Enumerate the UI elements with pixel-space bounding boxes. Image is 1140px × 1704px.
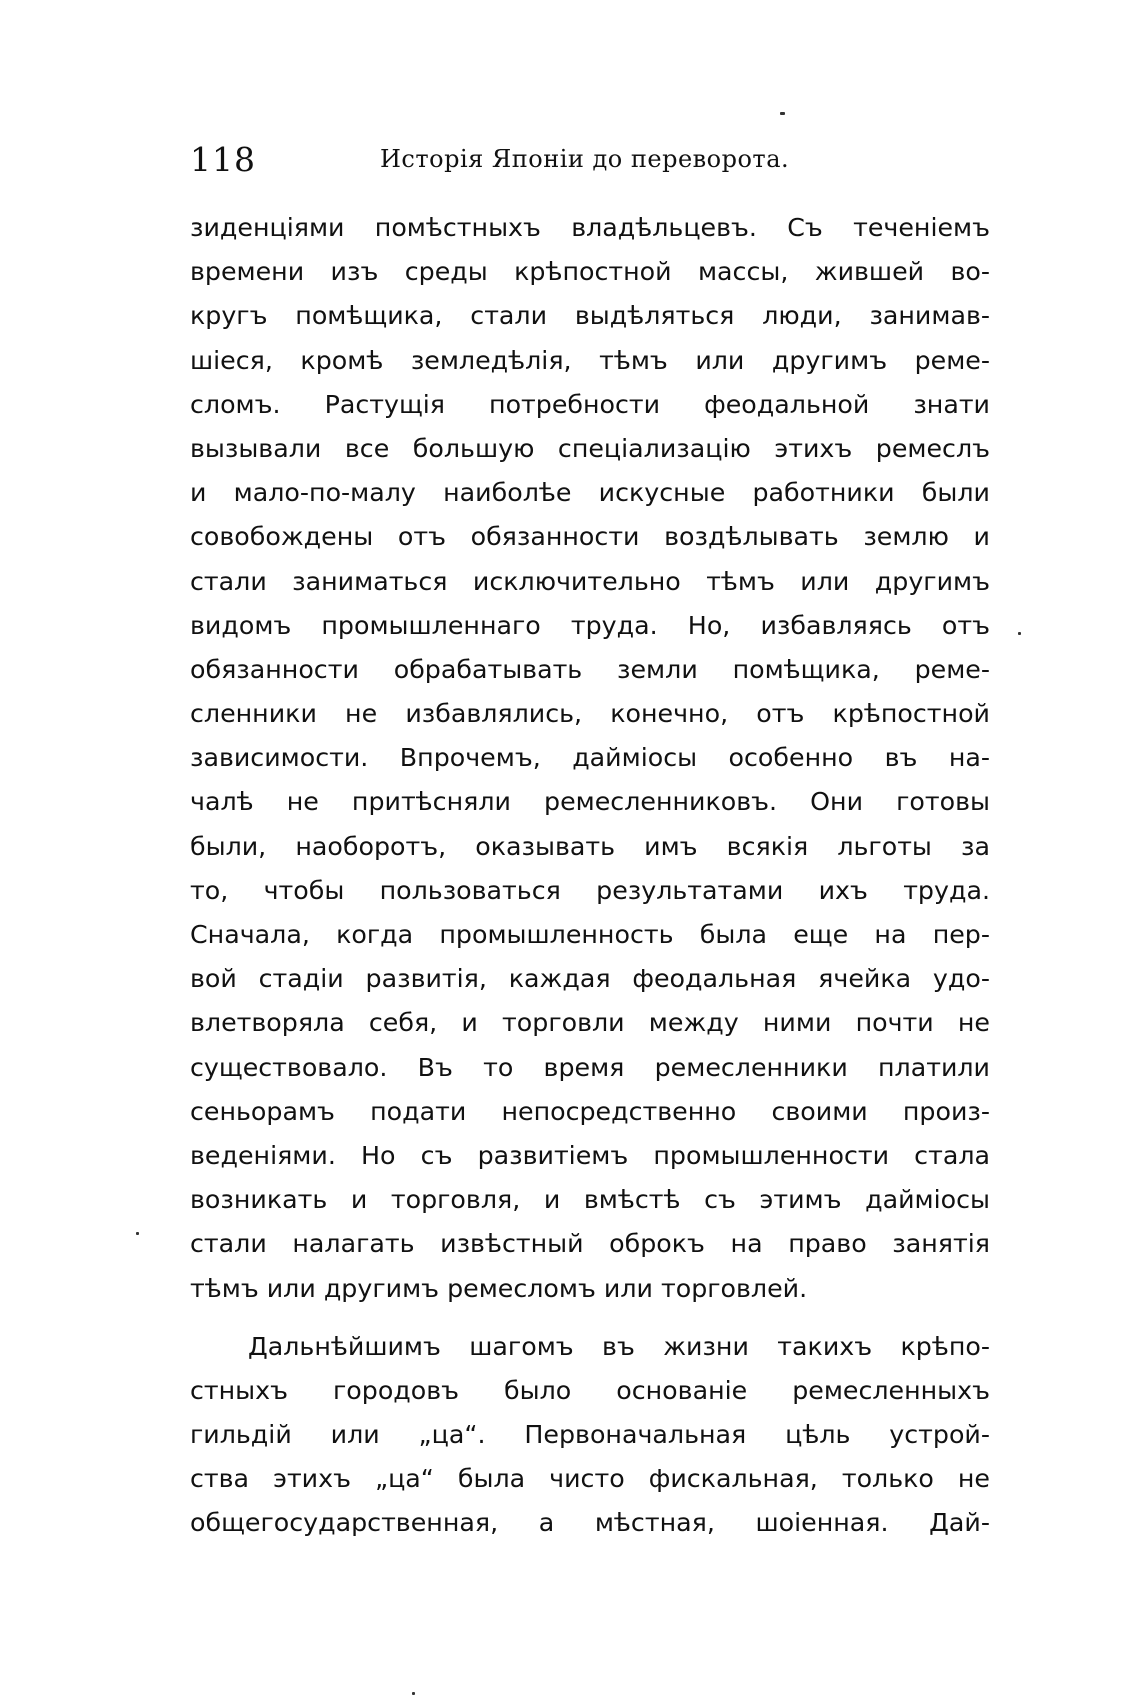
text-line: общегосударственная, а мѣстная, шоіенная. Дай- — [190, 1508, 990, 1538]
text-line: зиденціями помѣстныхъ владѣльцевъ. Съ теченіемъ — [190, 213, 990, 242]
page-header — [190, 140, 990, 184]
text-line: Дальнѣйшимъ шагомъ въ жизни такихъ крѣпо- — [248, 1331, 990, 1361]
text-line: существовало. Въ то время ремесленники платили — [190, 1052, 990, 1082]
running-title: Исторія Японіи до переворота. — [380, 145, 790, 173]
text-line: времени изъ среды крѣпостной массы, жившей во- — [190, 257, 990, 287]
text-line: совобождены отъ обязанности воздѣлывать землю и — [190, 522, 990, 552]
text-line: вызывали все большую спеціализацію этихъ ремеслъ — [190, 433, 990, 463]
text-line: сленники не избавлялись, конечно, отъ крѣпостной — [190, 699, 990, 729]
text-line: возникать и торговля, и вмѣстѣ съ этимъ даймiосы — [190, 1185, 990, 1215]
text-line: тѣмъ или другимъ ремесломъ или торговлей. — [190, 1273, 808, 1303]
scan-speck — [1018, 632, 1021, 635]
text-line: кругъ помѣщика, стали выдѣляться люди, занимав- — [190, 301, 990, 331]
page-number: 118 — [190, 140, 256, 179]
text-line: сломъ. Растущія потребности феодальной знати — [190, 389, 990, 419]
paragraph-gap — [190, 1311, 990, 1325]
text-line: видомъ промышленнаго труда. Но, избавляясь отъ — [190, 610, 990, 640]
body-text — [190, 206, 990, 1546]
text-line: вой стадіи развитія, каждая феодальная ячейка удо- — [190, 964, 990, 994]
text-line: сеньорамъ подати непосредственно своими произ- — [190, 1096, 990, 1126]
paragraph-1 — [190, 206, 990, 1311]
text-line: шіеся, кромѣ земледѣлія, тѣмъ или другимъ реме- — [190, 345, 990, 375]
text-line: веденіями. Но съ развитіемъ промышленности стала — [190, 1140, 990, 1170]
scan-speck — [136, 1232, 139, 1235]
text-line: гильдій или „ца“. Первоначальная цѣль устрой- — [190, 1420, 990, 1450]
text-line: обязанности обрабатывать земли помѣщика, реме- — [190, 654, 990, 684]
text-line: чалѣ не притѣсняли ремесленниковъ. Они готовы — [190, 787, 990, 817]
text-line: и мало-по-малу наиболѣе искусные работники были — [190, 478, 990, 508]
text-line: стали заниматься исключительно тѣмъ или другимъ — [190, 566, 990, 596]
text-line: стныхъ городовъ было основаніе ремесленныхъ — [190, 1375, 990, 1405]
text-line: были, наоборотъ, оказывать имъ всякія льготы за — [190, 831, 990, 861]
paragraph-2 — [190, 1325, 990, 1546]
text-line: стали налагать извѣстный оброкъ на право занятія — [190, 1229, 990, 1259]
text-line: влетворяла себя, и торговли между ними почти не — [190, 1008, 990, 1038]
scan-speck — [412, 1692, 415, 1695]
text-line: зависимости. Впрочемъ, даймiосы особенно въ на- — [190, 743, 990, 773]
scan-speck — [780, 112, 785, 115]
text-line: ства этихъ „ца“ была чисто фискальная, только не — [190, 1464, 990, 1494]
text-line: Сначала, когда промышленность была еще на пер- — [190, 920, 990, 949]
text-line: то, чтобы пользоваться результатами ихъ труда. — [190, 875, 990, 905]
